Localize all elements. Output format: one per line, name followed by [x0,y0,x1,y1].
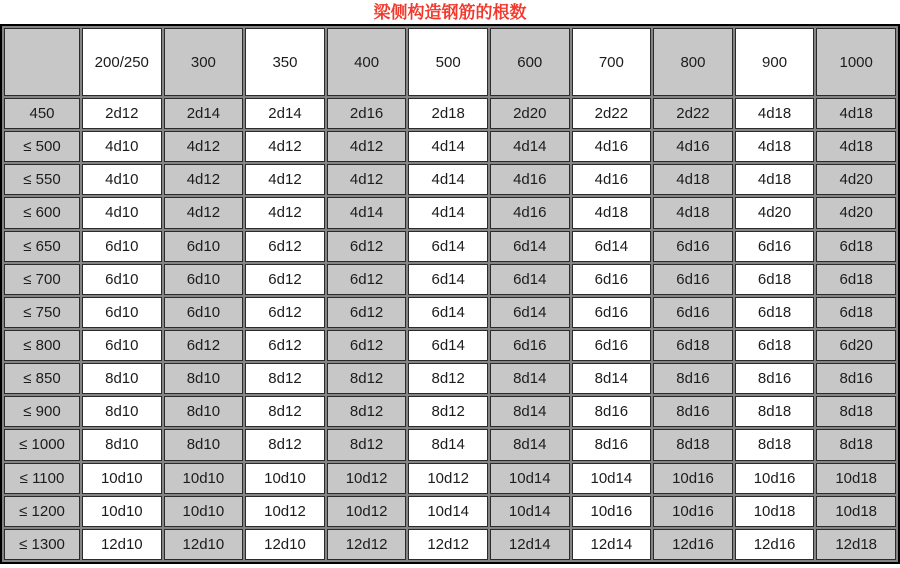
table-cell: 6d16 [572,297,652,328]
table-header-row [4,28,896,96]
column-header: 400 [327,28,407,96]
column-header: 900 [735,28,815,96]
table-cell: 4d12 [327,164,407,195]
table-cell: 2d22 [653,98,733,129]
table-cell: 8d12 [245,429,325,460]
row-header: ≤ 650 [4,231,80,262]
table-cell: 8d14 [490,396,570,427]
table-cell: 10d16 [735,463,815,494]
table-cell: 8d16 [572,396,652,427]
table-cell: 10d12 [408,463,488,494]
table-cell: 12d18 [816,529,896,560]
table-cell: 6d12 [245,297,325,328]
column-header: 350 [245,28,325,96]
table-cell: 8d12 [408,363,488,394]
table-cell: 8d16 [735,363,815,394]
table-cell: 8d18 [816,429,896,460]
table-cell: 6d16 [653,297,733,328]
table-row [4,496,896,527]
table-cell: 10d18 [816,496,896,527]
table-row [4,231,896,262]
table-cell: 8d10 [164,396,244,427]
table-cell: 8d16 [653,363,733,394]
table-body [4,98,896,560]
table-cell: 6d12 [327,330,407,361]
table-cell: 6d10 [82,330,162,361]
table-cell: 8d12 [408,396,488,427]
row-header: ≤ 500 [4,131,80,162]
table-cell: 4d20 [816,197,896,228]
table-row [4,330,896,361]
table-cell: 6d10 [82,297,162,328]
column-header: 700 [572,28,652,96]
table-cell: 10d14 [490,463,570,494]
table-cell: 8d16 [572,429,652,460]
table-row [4,429,896,460]
table-cell: 6d14 [408,297,488,328]
row-header: ≤ 750 [4,297,80,328]
table-cell: 10d10 [82,496,162,527]
table-cell: 8d14 [408,429,488,460]
table-row [4,264,896,295]
table-cell: 6d16 [572,330,652,361]
table-cell: 10d12 [245,496,325,527]
table-cell: 6d14 [490,231,570,262]
table-cell: 6d18 [735,264,815,295]
table-cell: 10d10 [164,496,244,527]
table-cell: 10d18 [816,463,896,494]
table-cell: 6d12 [245,264,325,295]
table-cell: 8d12 [245,396,325,427]
table-cell: 6d10 [164,297,244,328]
column-header: 1000 [816,28,896,96]
table-cell: 12d16 [653,529,733,560]
table-row [4,396,896,427]
table-cell: 12d10 [245,529,325,560]
column-header: 500 [408,28,488,96]
row-header: ≤ 600 [4,197,80,228]
table-cell: 4d12 [245,197,325,228]
table-cell: 6d18 [816,297,896,328]
table-cell: 8d18 [816,396,896,427]
table-cell: 6d14 [408,264,488,295]
row-header: 450 [4,98,80,129]
table-cell: 8d10 [82,396,162,427]
table-cell: 6d16 [735,231,815,262]
table-cell: 10d14 [572,463,652,494]
table-cell: 4d12 [245,164,325,195]
row-header: ≤ 700 [4,264,80,295]
table-cell: 2d22 [572,98,652,129]
table-cell: 8d18 [735,396,815,427]
row-header: ≤ 1300 [4,529,80,560]
table-cell: 2d20 [490,98,570,129]
table-cell: 4d18 [816,98,896,129]
row-header: ≤ 1100 [4,463,80,494]
table-row [4,164,896,195]
table-cell: 12d12 [408,529,488,560]
table-cell: 8d10 [164,429,244,460]
table-cell: 6d14 [572,231,652,262]
table-cell: 6d14 [408,330,488,361]
table-cell: 4d12 [327,131,407,162]
table-cell: 4d14 [408,164,488,195]
table-row [4,363,896,394]
table-cell: 8d10 [82,363,162,394]
table-cell: 2d14 [164,98,244,129]
table-cell: 10d10 [245,463,325,494]
table-cell: 10d12 [327,463,407,494]
table-cell: 4d10 [82,197,162,228]
table-cell: 6d14 [490,264,570,295]
table-cell: 8d12 [327,396,407,427]
table-cell: 8d14 [490,429,570,460]
table-cell: 4d18 [735,98,815,129]
table-cell: 4d20 [735,197,815,228]
table-cell: 8d18 [653,429,733,460]
table-cell: 8d18 [735,429,815,460]
table-cell: 4d14 [408,197,488,228]
table-cell: 6d14 [490,297,570,328]
table-cell: 12d10 [82,529,162,560]
table-cell: 10d16 [653,496,733,527]
table-cell: 4d10 [82,131,162,162]
table-cell: 4d16 [490,197,570,228]
row-header: ≤ 850 [4,363,80,394]
table-row [4,131,896,162]
table-cell: 6d18 [735,330,815,361]
table-cell: 4d18 [735,164,815,195]
table-cell: 6d16 [572,264,652,295]
table-cell: 6d18 [653,330,733,361]
table-cell: 8d14 [490,363,570,394]
table-cell: 6d10 [164,264,244,295]
table-cell: 10d10 [82,463,162,494]
table-cell: 8d12 [327,363,407,394]
table-cell: 10d10 [164,463,244,494]
table-cell: 8d16 [653,396,733,427]
table-cell: 6d16 [653,264,733,295]
table-cell: 12d14 [572,529,652,560]
table-cell: 12d16 [735,529,815,560]
table-cell: 4d16 [653,131,733,162]
table-cell: 6d16 [490,330,570,361]
table-cell: 6d16 [653,231,733,262]
table-cell: 4d14 [327,197,407,228]
table-row [4,529,896,560]
table-cell: 4d16 [572,131,652,162]
column-header: 800 [653,28,733,96]
table-cell: 4d12 [164,164,244,195]
table-cell: 6d10 [82,231,162,262]
table-cell: 4d18 [735,131,815,162]
table-cell: 6d12 [245,231,325,262]
column-header: 600 [490,28,570,96]
table-cell: 2d18 [408,98,488,129]
table-cell: 4d12 [245,131,325,162]
table-cell: 10d14 [490,496,570,527]
corner-cell [4,28,80,96]
table-cell: 4d14 [490,131,570,162]
table-cell: 10d14 [408,496,488,527]
column-header: 300 [164,28,244,96]
table-cell: 4d18 [653,164,733,195]
table-title: 梁侧构造钢筋的根数 [373,3,527,22]
table-cell: 4d10 [82,164,162,195]
table-cell: 6d14 [408,231,488,262]
row-header: ≤ 800 [4,330,80,361]
table-cell: 2d16 [327,98,407,129]
rebar-count-table [0,24,900,564]
table-cell: 4d16 [572,164,652,195]
table-cell: 8d14 [572,363,652,394]
table-cell: 12d10 [164,529,244,560]
row-header: ≤ 1200 [4,496,80,527]
table-cell: 10d16 [572,496,652,527]
table-cell: 4d20 [816,164,896,195]
table-cell: 10d12 [327,496,407,527]
table-cell: 6d18 [735,297,815,328]
table-cell: 4d18 [816,131,896,162]
table-cell: 8d12 [245,363,325,394]
table-row [4,98,896,129]
table-cell: 8d12 [327,429,407,460]
table-cell: 12d12 [327,529,407,560]
row-header: ≤ 550 [4,164,80,195]
table-cell: 4d18 [653,197,733,228]
table-cell: 6d18 [816,231,896,262]
table-cell: 2d14 [245,98,325,129]
table-cell: 4d12 [164,197,244,228]
table-cell: 6d12 [327,264,407,295]
table-cell: 6d12 [245,330,325,361]
table-cell: 6d18 [816,264,896,295]
table-cell: 12d14 [490,529,570,560]
table-cell: 10d18 [735,496,815,527]
row-header: ≤ 900 [4,396,80,427]
table-head [4,28,896,96]
table-cell: 4d18 [572,197,652,228]
table-cell: 6d10 [82,264,162,295]
table-cell: 6d20 [816,330,896,361]
table-cell: 6d10 [164,231,244,262]
table-cell: 8d16 [816,363,896,394]
table-cell: 2d12 [82,98,162,129]
table-cell: 10d16 [653,463,733,494]
table-cell: 4d14 [408,131,488,162]
table-row [4,197,896,228]
table-cell: 6d12 [164,330,244,361]
row-header: ≤ 1000 [4,429,80,460]
column-header: 200/250 [82,28,162,96]
table-cell: 6d12 [327,231,407,262]
table-row [4,297,896,328]
table-row [4,463,896,494]
table-cell: 6d12 [327,297,407,328]
table-cell: 4d16 [490,164,570,195]
table-cell: 4d12 [164,131,244,162]
table-cell: 8d10 [82,429,162,460]
table-cell: 8d10 [164,363,244,394]
